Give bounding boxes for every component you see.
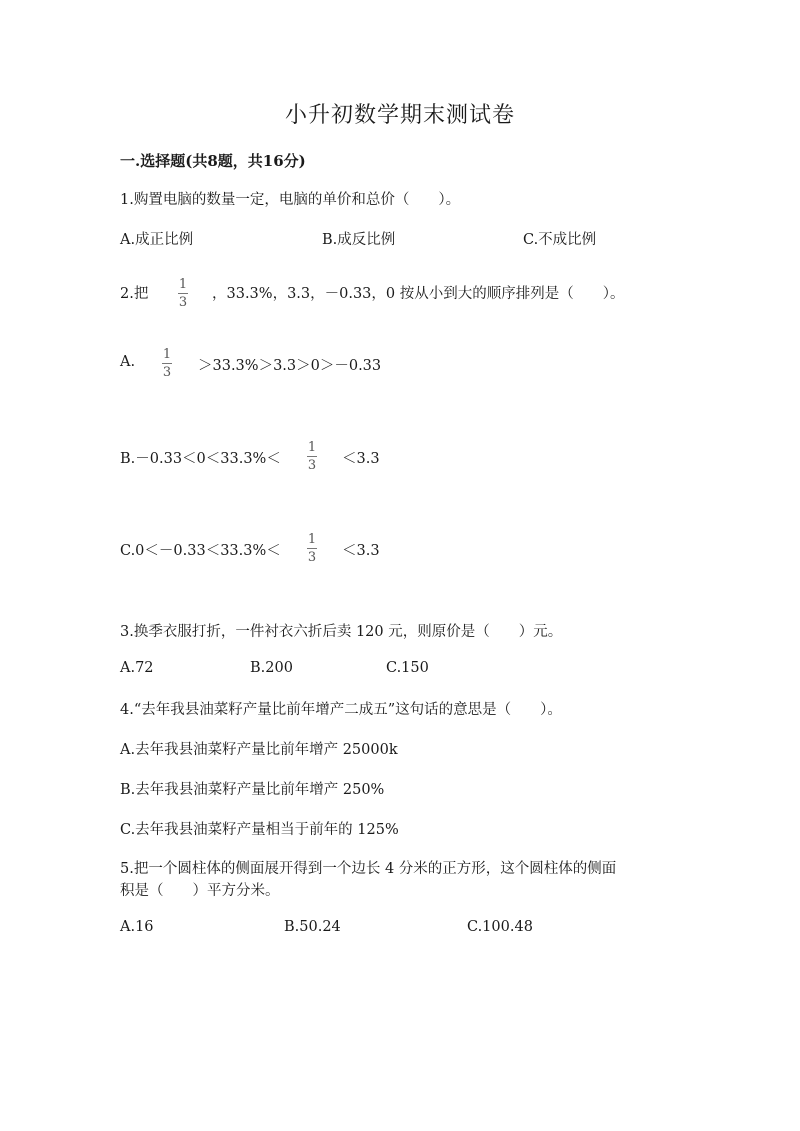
question-3-option-c: C.150 [386, 660, 429, 676]
question-1-option-c: C.不成比例 [523, 232, 597, 248]
question-2-option-b-prefix: B.－0.33＜0＜33.3%＜ [120, 451, 281, 467]
question-2-stem-prefix: 2.把 [120, 286, 149, 302]
question-1-stem: 1.购置电脑的数量一定，电脑的单价和总价（ ）。 [120, 192, 461, 208]
question-3-stem: 3.换季衣服打折，一件衬衣六折后卖 120 元，则原价是（ ）元。 [120, 624, 563, 640]
fraction-one-third [307, 440, 317, 473]
page-title: 小升初数学期末测试卷 [284, 103, 515, 128]
fraction-bar [307, 548, 317, 549]
question-5-option-a: A.16 [120, 919, 154, 935]
fraction-numerator: 1 [307, 440, 317, 455]
fraction-denominator: 3 [178, 295, 188, 310]
question-4-stem: 4.“去年我县油菜籽产量比前年增产二成五”这句话的意思是（ ）。 [120, 702, 562, 718]
question-2-option-a-prefix: A. [120, 354, 136, 370]
question-4-option-b: B.去年我县油菜籽产量比前年增产 250% [120, 782, 385, 798]
section-heading: 一.选择题(共8题，共16分) [120, 152, 306, 170]
fraction-numerator: 1 [307, 532, 317, 547]
fraction-denominator: 3 [307, 550, 317, 565]
question-2-option-c-suffix: ＜3.3 [342, 543, 380, 559]
question-5-option-b: B.50.24 [284, 919, 341, 935]
question-5-stem-line-2: 积是（ ）平方分米。 [120, 883, 280, 899]
question-2-option-a-suffix: ＞33.3%＞3.3＞0＞－0.33 [198, 358, 382, 374]
question-1-option-b: B.成反比例 [322, 232, 396, 248]
fraction-numerator: 1 [162, 347, 172, 362]
question-2-option-b-suffix: ＜3.3 [342, 451, 380, 467]
question-2-option-c-prefix: C.0＜－0.33＜33.3%＜ [120, 543, 281, 559]
fraction-one-third [178, 277, 188, 310]
question-5-stem-line-1: 5.把一个圆柱体的侧面展开得到一个边长 4 分米的正方形，这个圆柱体的侧面 [120, 861, 617, 877]
fraction-bar [162, 363, 172, 364]
fraction-numerator: 1 [178, 277, 188, 292]
question-4-option-c: C.去年我县油菜籽产量相当于前年的 125% [120, 822, 399, 838]
question-1-option-a: A.成正比例 [120, 232, 194, 248]
question-5-option-c: C.100.48 [467, 919, 533, 935]
fraction-bar [307, 456, 317, 457]
question-3-option-b: B.200 [250, 660, 293, 676]
question-2-stem-suffix: ，33.3%，3.3，－0.33，0 按从小到大的顺序排列是（ ）。 [212, 286, 625, 302]
fraction-bar [178, 293, 188, 294]
question-3-option-a: A.72 [120, 660, 154, 676]
fraction-denominator: 3 [307, 458, 317, 473]
fraction-one-third [162, 347, 172, 380]
fraction-one-third [307, 532, 317, 565]
question-4-option-a: A.去年我县油菜籽产量比前年增产 25000k [120, 742, 398, 758]
fraction-denominator: 3 [162, 365, 172, 380]
